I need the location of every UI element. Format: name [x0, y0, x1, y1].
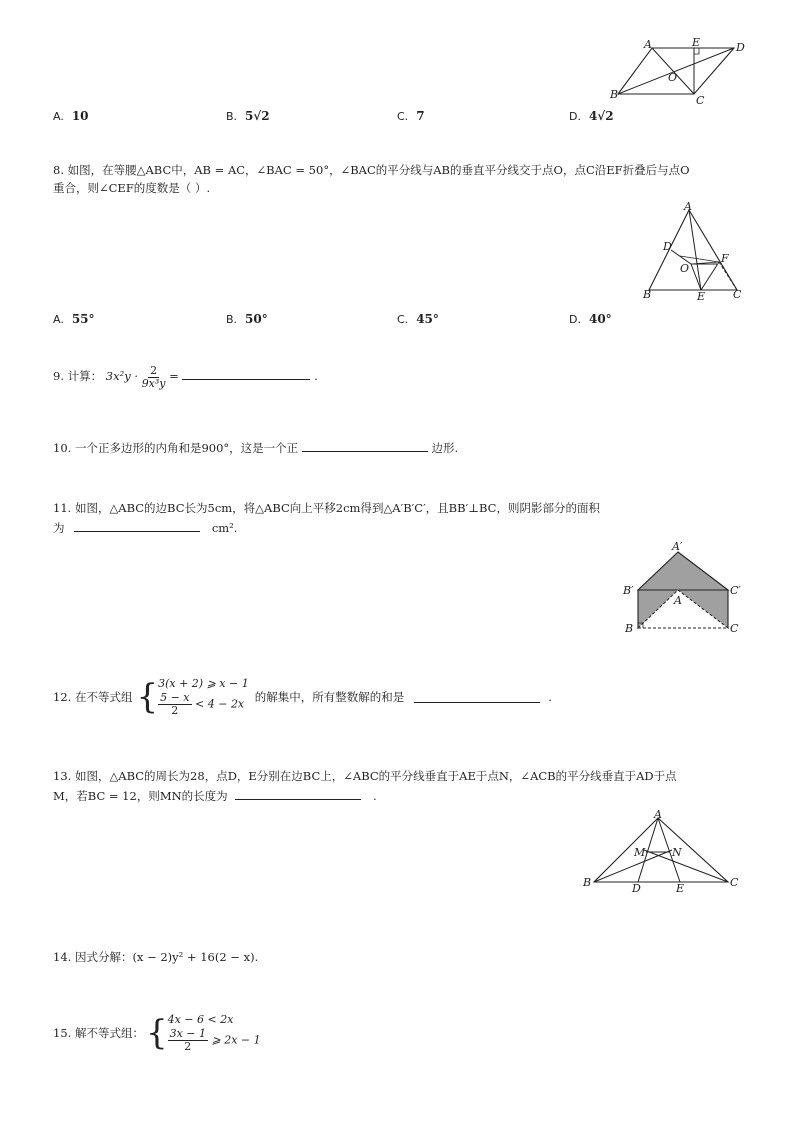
q14-question: 14. 因式分解：(x − 2)y² + 16(2 − x). [53, 950, 259, 964]
q7-option-b: B. 5√2 [226, 109, 270, 123]
q11-question-line2: 为 cm². [53, 521, 238, 535]
q15-system [168, 1012, 261, 1053]
q9-fraction: $\frac{2}{\text{9x³y}}$ [141, 363, 166, 390]
q8-label-b: B [643, 288, 652, 301]
q9-equals: = [169, 369, 179, 383]
q12-row1: 3(x + 2) ⩾ x − 1 [158, 677, 249, 690]
q9-answer-blank[interactable] [182, 367, 310, 380]
q8-label-o: O [680, 262, 690, 275]
q13-label-e: E [676, 882, 685, 895]
q11-answer-blank[interactable] [74, 519, 200, 532]
q7-label-c: C [696, 94, 705, 106]
q11-label-c: C [730, 622, 739, 635]
q8-question-line2: 重合，则∠CEF的度数是（ ）. [53, 181, 211, 195]
q7-figure [608, 36, 748, 106]
q8-label-d: D [663, 240, 672, 253]
q13-answer-blank[interactable] [235, 787, 361, 800]
q7-label-a: A [644, 38, 652, 51]
q13-figure [580, 810, 740, 896]
q11-figure [620, 540, 750, 640]
q8-question-line1: 8. 如图，在等腰△ABC中，AB = AC，∠BAC = 50°，∠BAC的平分线与AB的垂直平分线交于点O，点C沿EF折叠后与点O [53, 163, 690, 177]
q7-label-b: B [610, 88, 619, 101]
q13-label-b: B [583, 876, 592, 889]
q15-question: 15. 解不等式组： { 4x − 6 < 2x $\frac{3x - 1}{2}$ ⩾ 2x − 1 [53, 1012, 261, 1053]
q15-brace: { [145, 1012, 168, 1053]
q13-label-a: A [654, 810, 662, 821]
q9-prefix: 9. 计算： [53, 369, 103, 383]
q8-label-f: F [721, 252, 729, 265]
q13-label-m: M [634, 846, 646, 859]
q11-label-c-prime: C′ [730, 584, 741, 597]
q8-label-a: A [684, 200, 692, 213]
q13-label-c: C [730, 876, 739, 889]
q12-answer-blank[interactable] [414, 690, 540, 703]
q11-question-line1: 11. 如图，△ABC的边BC长为5cm，将△ABC向上平移2cm得到△A′B′C′，且BB′⊥BC，则阴影部分的面积 [53, 501, 600, 515]
q8-label-e: E [697, 290, 706, 303]
q8-option-c: C. 45° [397, 312, 439, 326]
q7-option-c: C. 7 [397, 109, 425, 123]
q8-label-c: C [733, 288, 742, 301]
q7-label-e: E [692, 36, 701, 49]
q15-row1: 4x − 6 < 2x [167, 1013, 234, 1026]
q8-figure [635, 200, 747, 306]
q7-option-d: D. 4√2 [569, 109, 614, 123]
q13-question-line2: M，若BC = 12，则MN的长度为 . [53, 789, 377, 803]
q8-option-b: B. 50° [226, 312, 268, 326]
q15-row2: $\frac{3x - 1}{2}$ ⩾ 2x − 1 [169, 1027, 261, 1053]
q9-question: 9. 计算： 3x²y · $\frac{2}{\text{9x³y}}$ = . [53, 363, 318, 390]
q13-label-d: D [632, 882, 641, 895]
q12-question: 12. 在不等式组 { 3(x + 2) ⩾ x − 1 $\frac{5 - x}{2}$ < 4 − 2x 的解集中，所有整数解的和是 . [53, 676, 552, 717]
q10-answer-blank[interactable] [302, 439, 428, 452]
q11-label-a-prime: A′ [672, 540, 683, 553]
q12-brace: { [136, 676, 159, 717]
q7-option-a: A. 10 [53, 109, 89, 123]
q12-system [158, 676, 249, 717]
q13-label-n: N [672, 846, 682, 859]
q8-option-d: D. 40° [569, 312, 612, 326]
q10-question: 10. 一个正多边形的内角和是900°，这是一个正 边形. [53, 441, 459, 455]
q7-label-d: D [736, 41, 745, 54]
q13-question-line1: 13. 如图，△ABC的周长为28，点D，E分别在边BC上，∠ABC的平分线垂直于AE于点N，∠ACB的平分线垂直于AD于点 [53, 769, 677, 783]
q12-row2: $\frac{5 - x}{2}$ < 4 − 2x [160, 691, 245, 717]
q11-label-a: A [674, 594, 682, 607]
q8-option-a: A. 55° [53, 312, 95, 326]
q11-label-b-prime: B′ [623, 584, 634, 597]
q7-label-o: O [668, 71, 678, 84]
q9-expression: 3x²y · [105, 369, 139, 383]
q11-label-b: B [625, 622, 634, 635]
